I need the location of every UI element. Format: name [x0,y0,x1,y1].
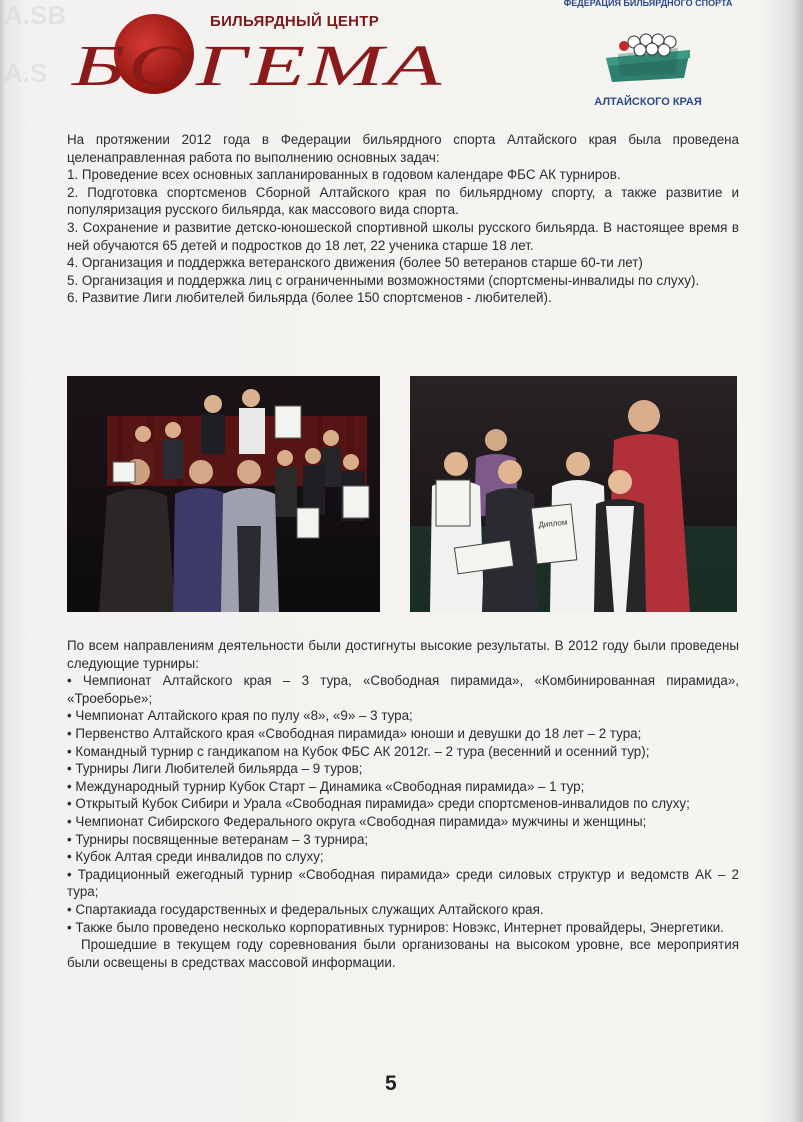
tournament-item: • Чемпионат Алтайского края – 3 тура, «Свободная пирамида», «Комбинированная пирамида», «Троеборье»; [67,673,739,706]
intro-section [67,131,739,307]
team-photo-left [67,376,380,612]
tournament-item: • Традиционный ежегодный турнир «Свободная пирамида» среди силовых структур и ведомств АК – 2 тура; [67,866,739,900]
federation-region: АЛТАЙСКОГО КРАЯ [594,96,702,108]
tournament-item: • Спартакиада государственных и федеральных служащих Алтайского края. [67,901,544,917]
team-photo-right [410,376,737,612]
logo-subtitle: БИЛЬЯРДНЫЙ ЦЕНТР [210,13,380,30]
tournament-item: • Чемпионат Сибирского Федерального округа «Свободная пирамида» мужчины и женщины; [67,813,647,829]
intro-item: 1. Проведение всех основных запланированных в годовом календаре ФБС АК турниров. [67,167,621,183]
tournament-item: • Командный турнир с гандикапом на Кубок ФБС АК 2012г. – 2 тура (весенний и осенний тур); [67,743,650,759]
tournament-item: • Международный турнир Кубок Старт – Динамика «Свободная пирамида» – 1 тур; [67,778,585,794]
page-number: 5 [385,1072,397,1095]
intro-item: 4. Организация и поддержка ветеранского движения (более 50 ветеранов старше 60-ти лет) [67,255,643,271]
tournament-item: • Открытый Кубок Сибири и Урала «Свободная пирамида» среди спортсменов-инвалидов по слуху; [67,796,690,812]
federation-logo [548,0,758,118]
intro-item: 3. Сохранение и развитие детско-юношеской спортивной школы русского бильярда. В настоящее время в ней обучаются 65 детей и подростков до 18 лет, 22 ученика старше 18 лет. [67,219,739,253]
tournament-item: • Первенство Алтайского края «Свободная пирамида» юноши и девушки до 18 лет – 2 тура; [67,725,642,741]
intro-lead: На протяжении 2012 года в Федерации бильярдного спорта Алтайского края была проведена целенаправленная работа по выполнению основных задач: [67,132,739,165]
tournament-item: • Кубок Алтая среди инвалидов по слуху; [67,849,324,865]
intro-item: 5. Организация и поддержка лиц с ограниченными возможностями (спортсмены-инвалиды по слуху). [67,272,700,288]
logo-name: БОГЕМА [72,33,445,98]
background-watermark: A.SB [4,0,67,30]
results-lead: По всем направлениям деятельности были достигнуты высокие результаты. В 2012 году были проведены следующие турниры: [67,638,739,671]
tournament-item: • Чемпионат Алтайского края по пулу «8», «9» – 3 тура; [67,708,413,724]
tournament-item: • Турниры посвященные ветеранам – 3 турнира; [67,831,369,847]
federation-title: ФЕДЕРАЦИЯ БИЛЬЯРДНОГО СПОРТА [563,0,733,8]
results-section [67,637,739,971]
billiard-emblem-icon [598,28,698,86]
intro-item: 6. Развитие Лиги любителей бильярда (более 150 спортсменов - любителей). [67,290,552,306]
background-watermark: A.S [4,58,48,88]
diploma-label: Диплом [538,517,568,530]
results-closing: Прошедшие в текущем году соревнования были организованы на высоком уровне, все мероприятия были освещены в средствах массовой информации. [67,937,739,970]
tournament-item: • Турниры Лиги Любителей бильярда – 9 туров; [67,761,363,777]
intro-item: 2. Подготовка спортсменов Сборной Алтайского края по бильярдному спорту, а также развитие и популяризация русского бильярда, как массового вида спорта. [67,184,739,218]
bogema-logo [70,0,445,100]
tournament-item: • Также было проведено несколько корпоративных турниров: Новэкс, Интернет провайдеры, Энергетики. [67,919,724,935]
